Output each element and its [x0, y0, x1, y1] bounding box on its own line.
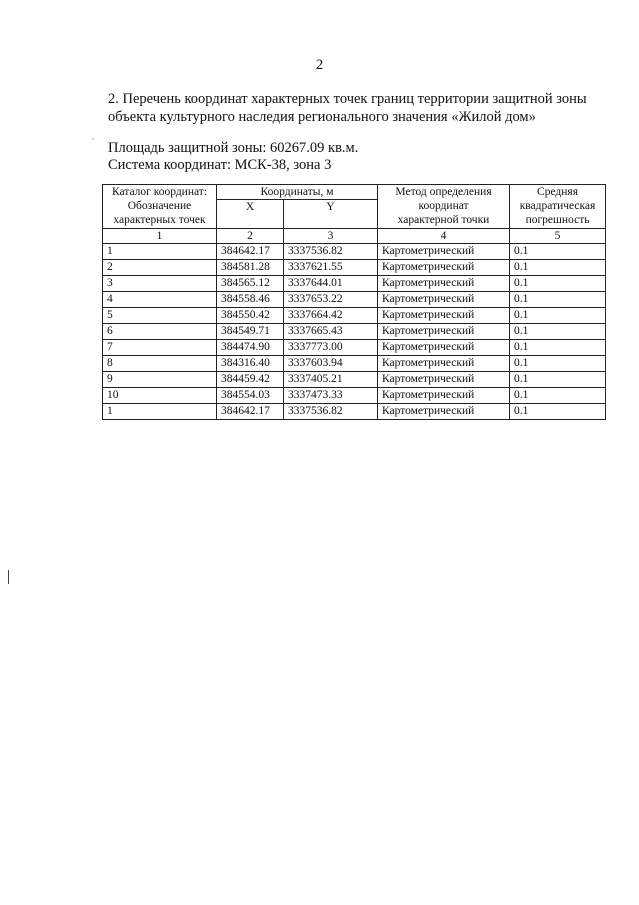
cell-error: 0.1: [510, 324, 606, 340]
cell-error: 0.1: [510, 340, 606, 356]
cell-error: 0.1: [510, 388, 606, 404]
header-error-line: квадратическая: [519, 200, 596, 212]
page-number: 2: [315, 57, 324, 73]
cell-x: 384642.17: [217, 244, 284, 260]
header-coordinates: Координаты, м: [217, 185, 378, 200]
table-row: [103, 292, 606, 308]
heading-line-2: объекта культурного наследия регионального значения «Жилой дом»: [108, 109, 536, 125]
document-heading: [108, 90, 608, 126]
cell-y: 3337473.33: [284, 388, 378, 404]
cell-y: 3337621.55: [284, 260, 378, 276]
column-number: 2: [217, 229, 284, 244]
table-row: [103, 324, 606, 340]
cell-method: Картометрический: [378, 292, 510, 308]
coordinate-system: Система координат: МСК-38, зона 3: [108, 157, 332, 173]
header-catalog-line: Обозначение: [127, 200, 192, 212]
cell-error: 0.1: [510, 292, 606, 308]
cell-x: 384459.42: [217, 372, 284, 388]
cell-method: Картометрический: [378, 372, 510, 388]
cell-method: Картометрический: [378, 324, 510, 340]
header-catalog: [103, 185, 217, 229]
table-row: [103, 372, 606, 388]
cell-y: 3337653.22: [284, 292, 378, 308]
cell-x: 384549.71: [217, 324, 284, 340]
cell-y: 3337665.43: [284, 324, 378, 340]
zone-info: [108, 140, 358, 174]
cell-error: 0.1: [510, 404, 606, 420]
cell-y: 3337644.01: [284, 276, 378, 292]
table-header-row: [103, 185, 606, 200]
table-row: [103, 244, 606, 260]
cell-y: 3337664.42: [284, 308, 378, 324]
column-number: 5: [510, 229, 606, 244]
cell-x: 384554.03: [217, 388, 284, 404]
cell-method: Картометрический: [378, 308, 510, 324]
cell-point: 6: [103, 324, 217, 340]
header-method: [378, 185, 510, 229]
cell-x: 384565.12: [217, 276, 284, 292]
coordinates-table: [102, 184, 606, 420]
table-row: [103, 308, 606, 324]
cell-x: 384558.46: [217, 292, 284, 308]
header-catalog-line: характерных точек: [113, 214, 206, 226]
header-error-line: Средняя: [537, 186, 578, 198]
header-catalog-line: Каталог координат:: [111, 186, 208, 198]
cell-method: Картометрический: [378, 276, 510, 292]
cell-y: 3337536.82: [284, 404, 378, 420]
table-row: [103, 404, 606, 420]
column-number-row: [103, 229, 606, 244]
cell-point: 10: [103, 388, 217, 404]
cell-error: 0.1: [510, 356, 606, 372]
header-method-line: Метод определения: [395, 186, 492, 198]
table-row: [103, 276, 606, 292]
cell-point: 8: [103, 356, 217, 372]
cell-point: 2: [103, 260, 217, 276]
cell-x: 384316.40: [217, 356, 284, 372]
cell-point: 3: [103, 276, 217, 292]
cell-point: 1: [103, 244, 217, 260]
scan-margin-mark: [8, 570, 9, 584]
table-row: [103, 356, 606, 372]
cell-point: 4: [103, 292, 217, 308]
cell-y: 3337536.82: [284, 244, 378, 260]
cell-error: 0.1: [510, 372, 606, 388]
cell-x: 384550.42: [217, 308, 284, 324]
table-row: [103, 388, 606, 404]
table-row: [103, 260, 606, 276]
header-method-line: координат: [418, 200, 469, 212]
cell-error: 0.1: [510, 260, 606, 276]
cell-error: 0.1: [510, 276, 606, 292]
cell-method: Картометрический: [378, 244, 510, 260]
header-x: X: [217, 200, 284, 229]
cell-x: 384581.28: [217, 260, 284, 276]
column-number: 4: [378, 229, 510, 244]
header-method-line: характерной точки: [397, 214, 490, 226]
column-number: 1: [103, 229, 217, 244]
cell-point: 1: [103, 404, 217, 420]
heading-line-1: 2. Перечень координат характерных точек границ территории защитной зоны: [108, 91, 587, 107]
cell-x: 384642.17: [217, 404, 284, 420]
table-row: [103, 340, 606, 356]
zone-area: Площадь защитной зоны: 60267.09 кв.м.: [108, 140, 359, 156]
cell-point: 7: [103, 340, 217, 356]
cell-point: 5: [103, 308, 217, 324]
header-error: [510, 185, 606, 229]
cell-method: Картометрический: [378, 356, 510, 372]
cell-y: 3337405.21: [284, 372, 378, 388]
column-number: 3: [284, 229, 378, 244]
cell-method: Картометрический: [378, 260, 510, 276]
cell-point: 9: [103, 372, 217, 388]
cell-y: 3337773.00: [284, 340, 378, 356]
scan-tick-mark: ,: [92, 132, 94, 141]
cell-error: 0.1: [510, 244, 606, 260]
cell-x: 384474.90: [217, 340, 284, 356]
cell-method: Картометрический: [378, 340, 510, 356]
cell-y: 3337603.94: [284, 356, 378, 372]
header-y: Y: [284, 200, 378, 229]
cell-method: Картометрический: [378, 404, 510, 420]
cell-method: Картометрический: [378, 388, 510, 404]
cell-error: 0.1: [510, 308, 606, 324]
header-error-line: погрешность: [525, 214, 590, 226]
